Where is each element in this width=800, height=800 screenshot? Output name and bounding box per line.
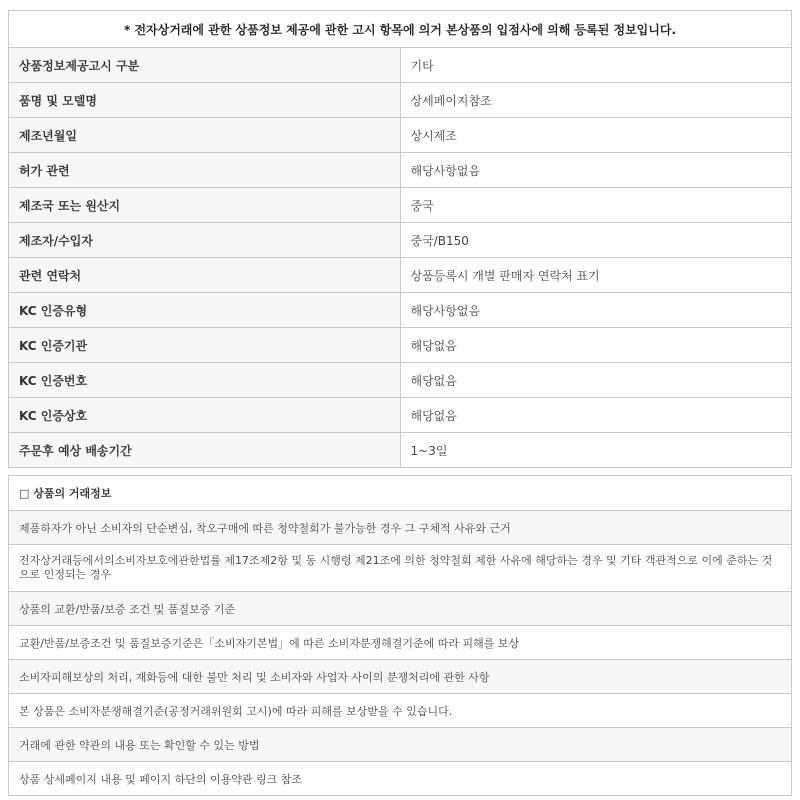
trade-answer-row bbox=[9, 762, 792, 796]
row-label: 품명 및 모델명 bbox=[9, 83, 401, 118]
row-value: 해당없음 bbox=[400, 363, 792, 398]
table-row bbox=[9, 118, 792, 153]
row-value: 중국/B150 bbox=[400, 223, 792, 258]
table-row bbox=[9, 223, 792, 258]
row-label: KC 인증유형 bbox=[9, 293, 401, 328]
trade-answer-row bbox=[9, 694, 792, 728]
row-label: 상품정보제공고시 구분 bbox=[9, 48, 401, 83]
row-label: 주문후 예상 배송기간 bbox=[9, 433, 401, 468]
trade-question: 소비자피해보상의 처리, 재화등에 대한 불만 처리 및 소비자와 사업자 사이의 분쟁처리에 관한 사항 bbox=[9, 660, 792, 694]
table-row bbox=[9, 48, 792, 83]
trade-question: 상품의 교환/반품/보증 조건 및 품질보증 기준 bbox=[9, 592, 792, 626]
table-row bbox=[9, 363, 792, 398]
trade-question-row bbox=[9, 728, 792, 762]
row-label: 관련 연락처 bbox=[9, 258, 401, 293]
table-row bbox=[9, 153, 792, 188]
product-info-table bbox=[8, 10, 792, 468]
trade-answer: 상품 상세페이지 내용 및 페이지 하단의 이용약관 링크 참조 bbox=[9, 762, 792, 796]
table-row bbox=[9, 83, 792, 118]
table-row bbox=[9, 188, 792, 223]
trade-answer: 본 상품은 소비자분쟁해결기준(공정거래위원회 고시)에 따라 피해를 보상받을 수 있습니다. bbox=[9, 694, 792, 728]
row-value: 해당사항없음 bbox=[400, 153, 792, 188]
notice-row bbox=[9, 11, 792, 48]
trade-question-row bbox=[9, 592, 792, 626]
row-value: 해당없음 bbox=[400, 398, 792, 433]
trade-question: 제품하자가 아닌 소비자의 단순변심, 착오구매에 따른 청약철회가 불가능한 경우 그 구체적 사유와 근거 bbox=[9, 511, 792, 545]
trade-answer: 교환/반품/보증조건 및 품질보증기준은「소비자기본법」에 따른 소비자분쟁해결기준에 따라 피해를 보상 bbox=[9, 626, 792, 660]
row-label: 제조국 또는 원산지 bbox=[9, 188, 401, 223]
table-row bbox=[9, 293, 792, 328]
row-value: 중국 bbox=[400, 188, 792, 223]
row-label: KC 인증번호 bbox=[9, 363, 401, 398]
row-label: 허가 관련 bbox=[9, 153, 401, 188]
trade-answer: 전자상거래등에서의소비자보호에관한법률 제17조제2항 및 동 시행령 제21조에 의한 청약철회 제한 사유에 해당하는 경우 및 기타 객관적으로 이에 준하는 것으로 인정되는 경우 bbox=[9, 545, 792, 592]
product-info-section bbox=[8, 10, 792, 796]
row-value: 1~3일 bbox=[400, 433, 792, 468]
trade-question-row bbox=[9, 660, 792, 694]
table-row bbox=[9, 398, 792, 433]
trade-info-table bbox=[8, 475, 792, 796]
row-label: KC 인증기관 bbox=[9, 328, 401, 363]
row-label: 제조년월일 bbox=[9, 118, 401, 153]
row-value: 상시제조 bbox=[400, 118, 792, 153]
row-label: 제조자/수입자 bbox=[9, 223, 401, 258]
trade-answer-row bbox=[9, 626, 792, 660]
trade-info-header bbox=[9, 476, 792, 511]
notice-text: * 전자상거래에 관한 상품정보 제공에 관한 고시 항목에 의거 본상품의 입점사에 의해 등록된 정보입니다. bbox=[9, 11, 792, 48]
trade-question-row bbox=[9, 511, 792, 545]
row-value: 해당사항없음 bbox=[400, 293, 792, 328]
table-row bbox=[9, 328, 792, 363]
row-value: 상품등록시 개별 판매자 연락처 표기 bbox=[400, 258, 792, 293]
table-row bbox=[9, 258, 792, 293]
row-label: KC 인증상호 bbox=[9, 398, 401, 433]
row-value: 해당없음 bbox=[400, 328, 792, 363]
table-row bbox=[9, 433, 792, 468]
trade-info-title: □ 상품의 거래정보 bbox=[9, 476, 792, 511]
row-value: 상세페이지참조 bbox=[400, 83, 792, 118]
row-value: 기타 bbox=[400, 48, 792, 83]
trade-question: 거래에 관한 약관의 내용 또는 확인할 수 있는 방법 bbox=[9, 728, 792, 762]
trade-answer-row bbox=[9, 545, 792, 592]
